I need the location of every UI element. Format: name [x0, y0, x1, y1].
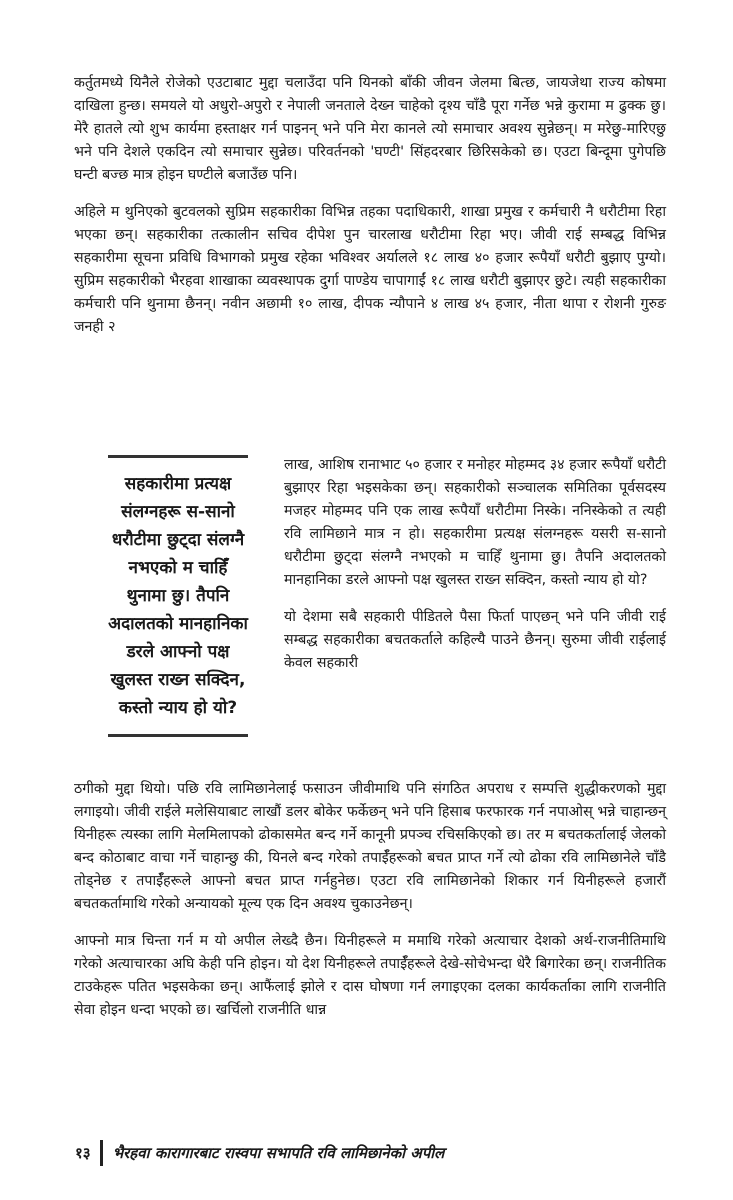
paragraph-2: अहिले म थुनिएको बुटवलको सुप्रिम सहकारीका विभिन्न तहका पदाधिकारी, शाखा प्रमुख र कर्मचारी नै धरौटीमा रिहा भएका छन्। सहकारीका तत्कालीन सचिव दीपेश पुन चारलाख धरौटीमा रिहा भए। जीवी राई सम्बद्ध विभिन्न सहकारीमा सूचना प्रविधि विभागको प्रमुख रहेका भविश्वर अर्यालले १८ लाख ४० हजार रूपैयाँ धरौटी बुझाए पुग्यो। सुप्रिम सहकारीको भैरहवा शाखाका व्यवस्थापक दुर्गा पाण्डेय चापागाईं १८ लाख धरौटी बुझाएर छुटे। त्यही सहकारीका कर्मचारी पनि थुनामा छैनन्। नवीन अछामी १० लाख, दीपक न्यौपाने ४ लाख ४५ हजार, नीता थापा र रोशनी गुरुङ जनही २ — [74, 204, 666, 335]
page-number: १३ — [75, 1144, 91, 1162]
pull-quote-bottom-rule — [108, 734, 248, 737]
footer-divider — [100, 1140, 103, 1166]
document-page — [74, 72, 666, 339]
lower-body — [74, 778, 666, 1022]
running-title: भैरहवा कारागारबाट रास्वपा सभापति रवि लामिछानेको अपील — [112, 1144, 445, 1162]
pull-quote — [108, 455, 248, 737]
paragraph-2-continued: लाख, आशिष रानाभाट ५० हजार र मनोहर मोहम्मद ३४ हजार रूपैयाँ धरौटी बुझाएर रिहा भइसकेका छन्। सहकारीको सञ्चालक समितिका पूर्वसदस्य मजहर मोहम्मद पनि एक लाख रूपैयाँ धरौटीमा निस्के। ननिस्केको त त्यही रवि लामिछाने मात्र न हो। सहकारीमा प्रत्यक्ष संलग्नहरू यसरी स-सानो धरौटीमा छुट्दा संलग्नै नभएको म चाहिँ थुनामा छु। तैपनि अदालतको मानहानिका डरले आफ्नो पक्ष खुलस्त राख्न सक्दिन, कस्तो न्याय हो यो? — [284, 457, 666, 588]
paragraph-4: आफ्नो मात्र चिन्ता गर्न म यो अपील लेख्दै छैन। यिनीहरूले म ममाथि गरेको अत्याचार देशको अर्थ-राजनीतिमाथि गरेको अत्याचारका अघि केही पनि होइन। यो देश यिनीहरूले तपाईँहरूले देखे-सोचेभन्दा धेरै बिगारेका छन्। राजनीतिक टाउकेहरू पतित भइसकेका छन्। आफैंलाई झोले र दास घोषणा गर्न लगाइएका दलका कार्यकर्ताका लागि राजनीति सेवा होइन धन्दा भएको छ। खर्चिलो राजनीति धान्न — [74, 933, 666, 1018]
paragraph-1: कर्तुतमध्ये यिनैले रोजेको एउटाबाट मुद्दा चलाउँदा पनि यिनको बाँकी जीवन जेलमा बित्छ, जायजेथा राज्य कोषमा दाखिला हुन्छ। समयले यो अधुरो-अपुरो र नेपाली जनताले देख्न चाहेको दृश्य चाँडै पूरा गर्नेछ भन्ने कुरामा म ढुक्क छु। मेरै हातले त्यो शुभ कार्यमा हस्ताक्षर गर्न पाइनन् भने पनि मेरा कानले त्यो समाचार अवश्य सुन्नेछन्। म मरेछु-मारिएछु भने पनि देशले एकदिन त्यो समाचार सुन्नेछ। परिवर्तनको 'घण्टी' सिंहदरबार छिरिसकेको छ। एउटा बिन्दूमा पुगेपछि घन्टी बज्छ मात्र होइन घण्टीले बजाउँछ पनि। — [74, 75, 666, 183]
page-footer — [75, 1140, 444, 1166]
pull-quote-text: सहकारीमा प्रत्यक्ष संलग्नहरू स-सानो धरौटीमा छुट्दा संलग्नै नभएको म चाहिँ थुनामा छु। तैपनि अदालतको मानहानिका डरले आफ्नो पक्ष खुलस्त राख्न सक्दिन, कस्तो न्याय हो यो? — [108, 474, 248, 718]
paragraph-3-start: यो देशमा सबै सहकारी पीडितले पैसा फिर्ता पाएछन् भने पनि जीवी राई सम्बद्ध सहकारीका बचतकर्ताले कहिल्यै पाउने छैनन्। सुरुमा जीवी राईलाई केवल सहकारी — [284, 609, 666, 671]
paragraph-3-rest: ठगीको मुद्दा थियो। पछि रवि लामिछानेलाई फसाउन जीवीमाथि पनि संगठित अपराध र सम्पत्ति शुद्धीकरणको मुद्दा लगाइयो। जीवी राईले मलेसियाबाट लाखौं डलर बोकेर फर्केछन् भने पनि हिसाब फरफारक गर्न नपाओस् भन्ने चाहान्छन् यिनीहरू त्यस्का लागि मेलमिलापको ढोकासमेत बन्द गर्ने कानूनी प्रपञ्च रचिसकिएको छ। तर म बचतकर्तालाई जेलको बन्द कोठाबाट वाचा गर्ने चाहान्छु की, यिनले बन्द गरेको तपाईँहरूको बचत प्राप्त गर्ने त्यो ढोका रवि लामिछानेले चाँडै तोड्नेछ र तपाईँहरूले आफ्नो बचत प्राप्त गर्नहुनेछ। एउटा रवि लामिछानेको शिकार गर्न यिनीहरूले हजारौं बचतकर्तामाथि गरेको अन्यायको मूल्य एक दिन अवश्य चुकाउनेछन्। — [74, 781, 666, 912]
right-column — [284, 454, 666, 675]
